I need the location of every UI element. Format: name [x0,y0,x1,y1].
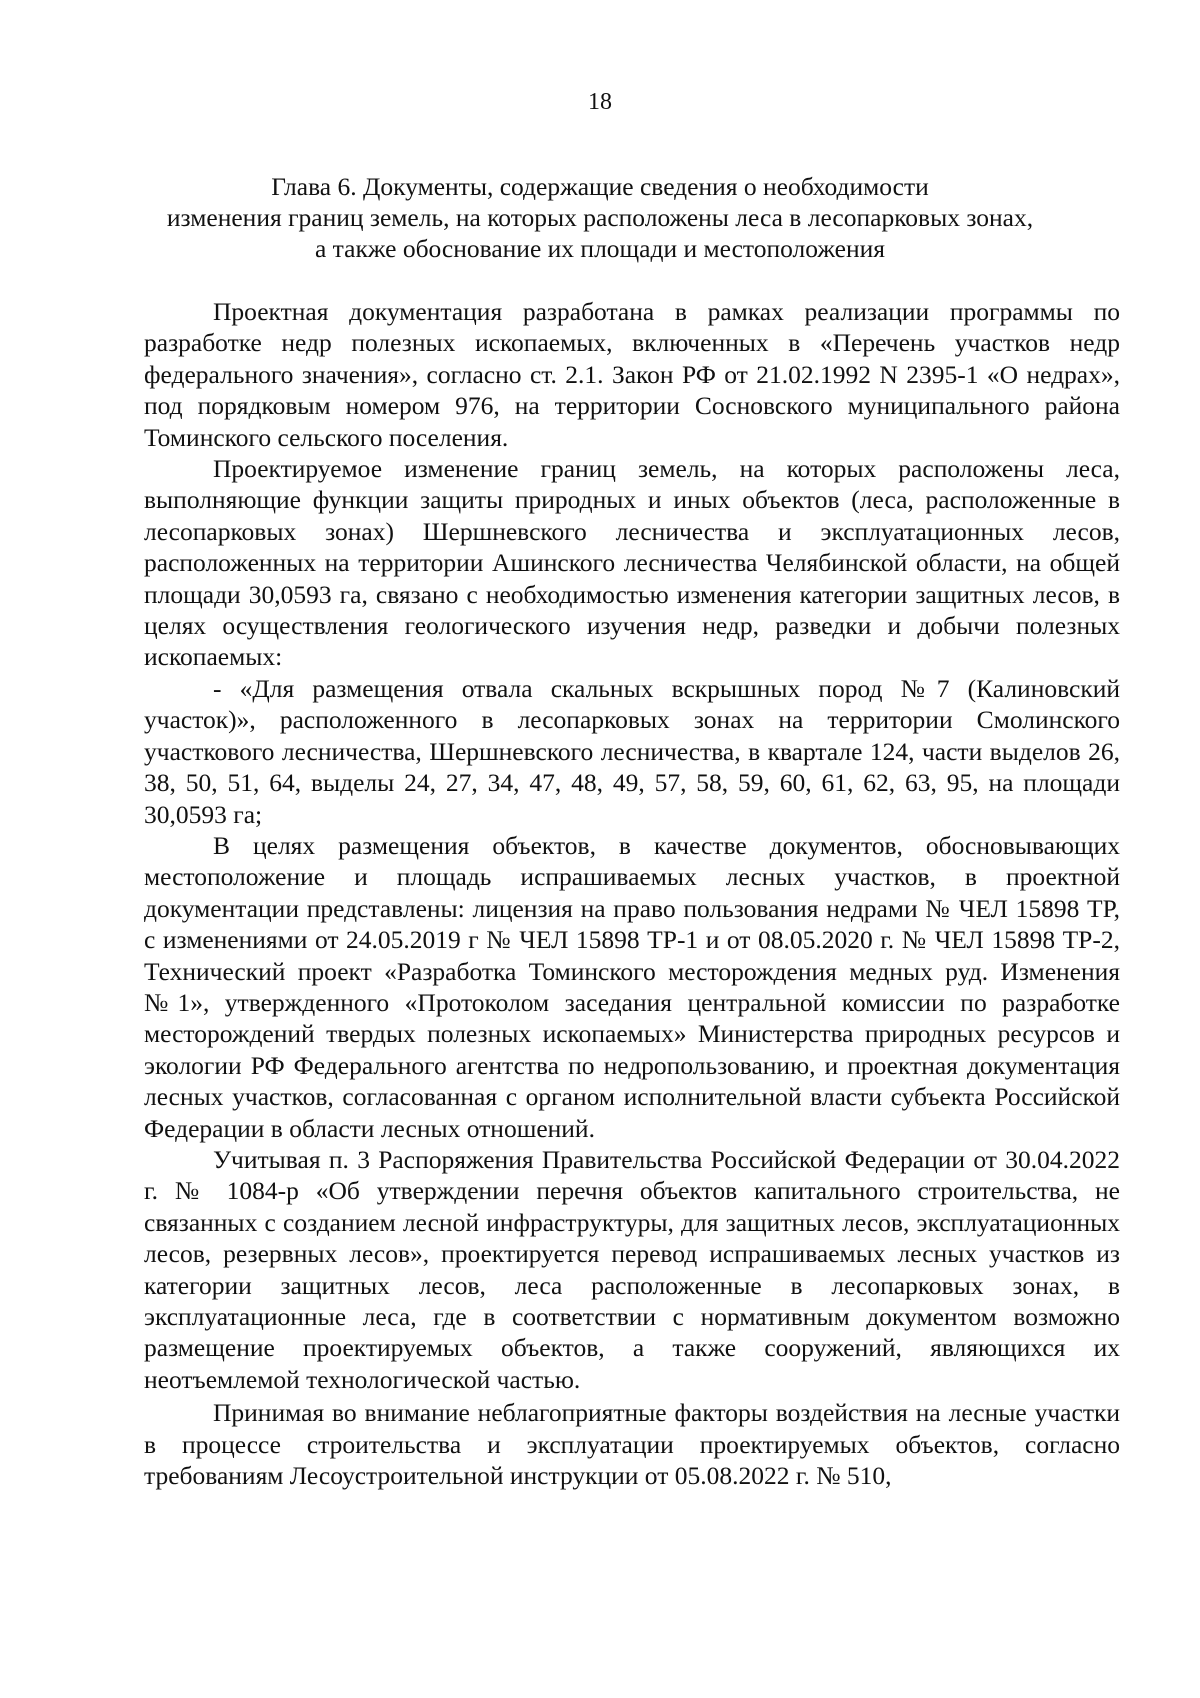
chapter-heading [120,171,1080,264]
paragraph-government-order: Учитывая п. 3 Распоряжения Правительства Российской Федерации от 30.04.2022 г. № 1084-р «Об утверждении перечня объектов капитального строительства, не связанных с созданием лесной инфраструктуры, для защитных лесов, эксплуатационных лесов, резервных лесов», проектируется перевод испрашиваемых лесных участков из категории защитных лесов, леса расположенные в лесопарковых зонах, в эксплуатационные леса, где в соответствии с нормативным документом возможно размещение проектируемых объектов, а также сооружений, являющихся их неотъемлемой технологической частью. [144,1144,1120,1394]
paragraph-adverse-factors: Принимая во внимание неблагоприятные факторы воздействия на лесные участки в процессе строительства и эксплуатации проектируемых объектов, согласно требованиям Лесоустроительной инструкции от 05.08.2022 г. № 510, [144,1398,1120,1491]
chapter-heading-line-3: а также обоснование их площади и местоположения [314,234,885,263]
paragraph-justifying-documents: В целях размещения объектов, в качестве документов, обосновывающих местоположение и площадь испрашиваемых лесных участков, в проектной документации представлены: лицензия на право пользования недрами № ЧЕЛ 15898 ТР, с изменениями от 24.05.2019 г № ЧЕЛ 15898 ТР-1 и от 08.05.2020 г. № ЧЕЛ 15898 ТР-2, Технический проект «Разработка Томинского месторождения медных руд. Изменения №1», утвержденного «Протоколом заседания центральной комиссии по разработке месторождений твердых полезных ископаемых» Министерства природных ресурсов и экологии РФ Федерального агентства по недропользованию, и проектная документация лесных участков, согласованная с органом исполнительной власти субъекта Российской Федерации в области лесных отношений. [144,830,1120,1143]
paragraph-project-documentation: Проектная документация разработана в рамках реализации программы по разработке недр полезных ископаемых, включенных в «Перечень участков недр федерального значения», согласно ст. 2.1. Закон РФ от 21.02.1992 N 2395-1 «О недрах», под порядковым номером 976, на территории Сосновского муниципального района Томинского сельского поселения. [144,297,1120,452]
paragraph-dump-placement: - «Для размещения отвала скальных вскрышных пород №7 (Калиновский участок)», расположенного в лесопарковых зонах на территории Смолинского участкового лесничества, Шершневского лесничества, в квартале 124, части выделов 26, 38, 50, 51, 64, выделы 24, 27, 34, 47, 48, 49, 57, 58, 59, 60, 61, 62, 63, 95, на площади 30,0593 га; [144,673,1120,829]
chapter-heading-line-1: Глава 6. Документы, содержащие сведения о необходимости [271,172,929,201]
paragraph-boundary-change: Проектируемое изменение границ земель, на которых расположены леса, выполняющие функции защиты природных и иных объектов (леса, расположенные в лесопарковых зонах) Шершневского лесничества и эксплуатационных лесов, расположенных на территории Ашинского лесничества Челябинской области, на общей площади 30,0593 га, связано с необходимостью изменения категории защитных лесов, в целях осуществления геологического изучения недр, разведки и добычи полезных ископаемых: [144,454,1120,672]
page-number: 18 [588,89,612,115]
document-body [144,296,1120,1491]
chapter-heading-line-2: изменения границ земель, на которых расположены леса в лесопарковых зонах, [166,203,1034,232]
